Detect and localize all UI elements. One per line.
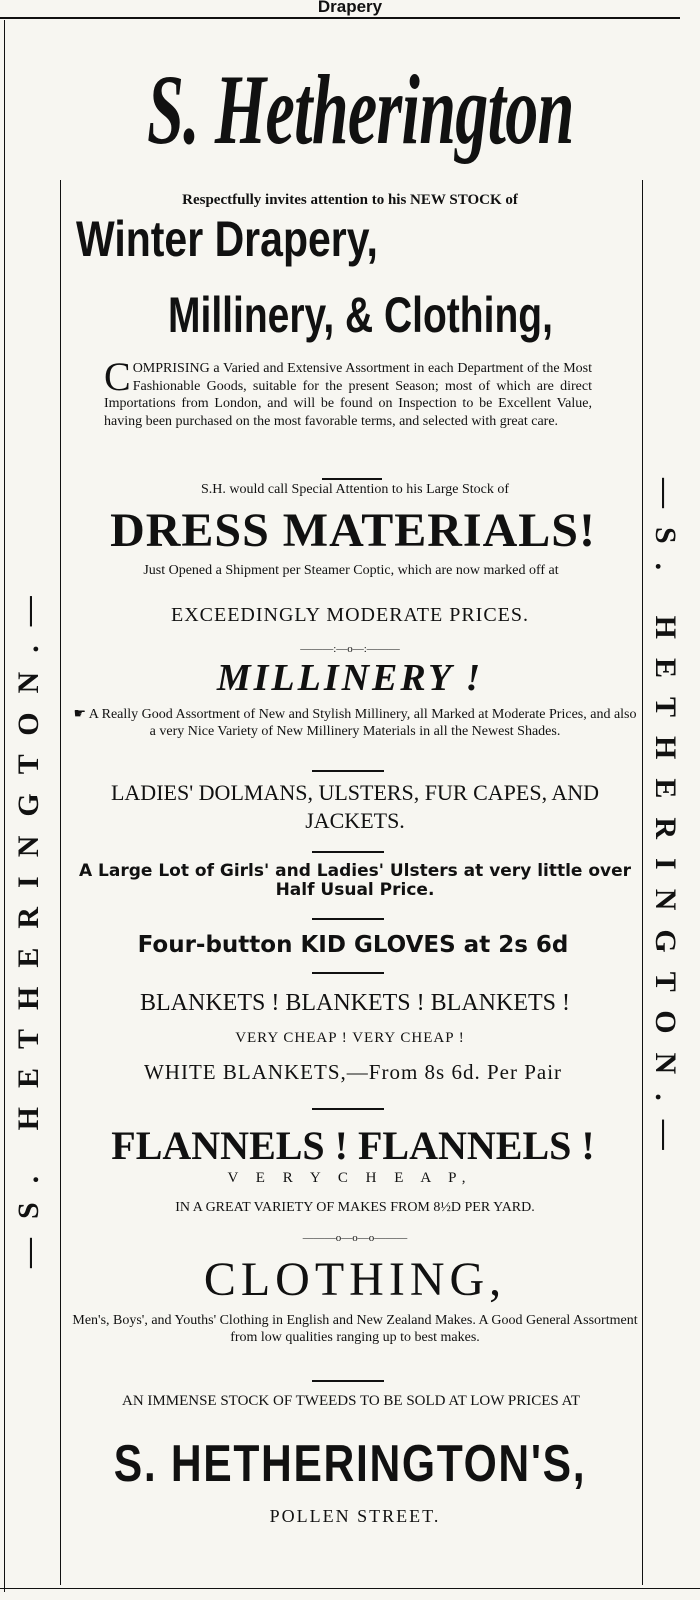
section-rule bbox=[322, 478, 382, 480]
right-inner-rule bbox=[642, 180, 643, 1585]
kid-gloves-line: Four-button KID GLOVES at 2s 6d bbox=[137, 932, 569, 958]
dress-prices: EXCEEDINGLY MODERATE PRICES. bbox=[170, 604, 530, 626]
tweeds-line: AN IMMENSE STOCK OF TWEEDS TO BE SOLD AT LOW PRICES AT bbox=[122, 1393, 580, 1409]
footer-rule bbox=[0, 1588, 700, 1589]
headline-millinery-clothing: Millinery, & Clothing, bbox=[168, 287, 553, 343]
dolmans-line: LADIES' DOLMANS, ULSTERS, FUR CAPES, AND JACKETS. bbox=[110, 780, 600, 833]
left-side-name: —S. HETHERINGTON.— bbox=[12, 577, 45, 1268]
section-rule bbox=[312, 1108, 384, 1110]
clothing-text: Men's, Boys', and Youths' Clothing in English and New Zealand Makes. A Good General Assortment from low qualities ranging up to best makes. bbox=[72, 1313, 638, 1345]
pointing-hand-icon: ☛ bbox=[73, 707, 87, 722]
address: POLLEN STREET. bbox=[269, 1506, 441, 1526]
left-border-rule bbox=[4, 20, 5, 1592]
header-rule bbox=[0, 17, 680, 19]
special-attention: S.H. would call Special Attention to his Large Stock of bbox=[200, 482, 510, 497]
blankets-cheap: VERY CHEAP ! VERY CHEAP ! bbox=[235, 1030, 465, 1046]
divider-1: ———:—o—:——— bbox=[300, 643, 400, 655]
page-header bbox=[0, 0, 700, 24]
ulsters-line: A Large Lot of Girls' and Ladies' Ulsters at very little over Half Usual Price. bbox=[78, 861, 632, 900]
flannels-cheap: V E R Y C H E A P, bbox=[227, 1170, 473, 1186]
section-rule bbox=[312, 918, 384, 920]
section-rule bbox=[312, 770, 384, 772]
dress-text: Just Opened a Shipment per Steamer Coptic, which are now marked off at bbox=[143, 563, 559, 578]
blankets-heading: BLANKETS ! BLANKETS ! BLANKETS ! bbox=[140, 990, 570, 1016]
white-blankets-line: WHITE BLANKETS,—From 8s 6d. Per Pair bbox=[143, 1060, 563, 1084]
flannels-heading: FLANNELS ! FLANNELS ! bbox=[111, 1123, 595, 1168]
headline-winter-drapery: Winter Drapery, bbox=[76, 211, 378, 267]
dress-materials-heading: DRESS MATERIALS! bbox=[110, 504, 596, 557]
clothing-heading: CLOTHING, bbox=[203, 1253, 507, 1306]
merchant-name: S. Hetherington bbox=[147, 54, 574, 165]
section-rule bbox=[312, 1380, 384, 1382]
left-inner-rule bbox=[60, 180, 61, 1585]
invites-line: Respectfully invites attention to his NEW STOCK of bbox=[182, 192, 518, 208]
section-rule bbox=[312, 972, 384, 974]
millinery-paragraph bbox=[70, 707, 640, 740]
section-rule bbox=[312, 851, 384, 853]
millinery-heading: MILLINERY ! bbox=[216, 657, 484, 699]
intro-paragraph bbox=[104, 354, 592, 430]
flannels-variety: IN A GREAT VARIETY OF MAKES FROM 8½D PER YARD. bbox=[175, 1200, 535, 1215]
divider-2: ———o—o—o——— bbox=[302, 1232, 408, 1244]
signature-name: S. HETHERINGTON'S, bbox=[113, 1435, 587, 1493]
intro-text: OMPRISING a Varied and Extensive Assortment in each Department of the Most Fashionable Goods, suitable for the present Season; most of which are direct Importations from London, and will be found on Inspection to be Excellent Value, having been purchased on the most favorable terms, and selected with great care. bbox=[104, 361, 592, 429]
millinery-text: A Really Good Assortment of New and Stylish Millinery, all Marked at Moderate Prices, and also a very Nice Variety of New Millinery Materials in all the Newest Shades. bbox=[88, 707, 637, 739]
right-side-name: —S. HETHERINGTON.— bbox=[649, 478, 682, 1169]
intro-dropcap: C bbox=[104, 354, 131, 399]
section-title: Drapery bbox=[317, 0, 383, 16]
